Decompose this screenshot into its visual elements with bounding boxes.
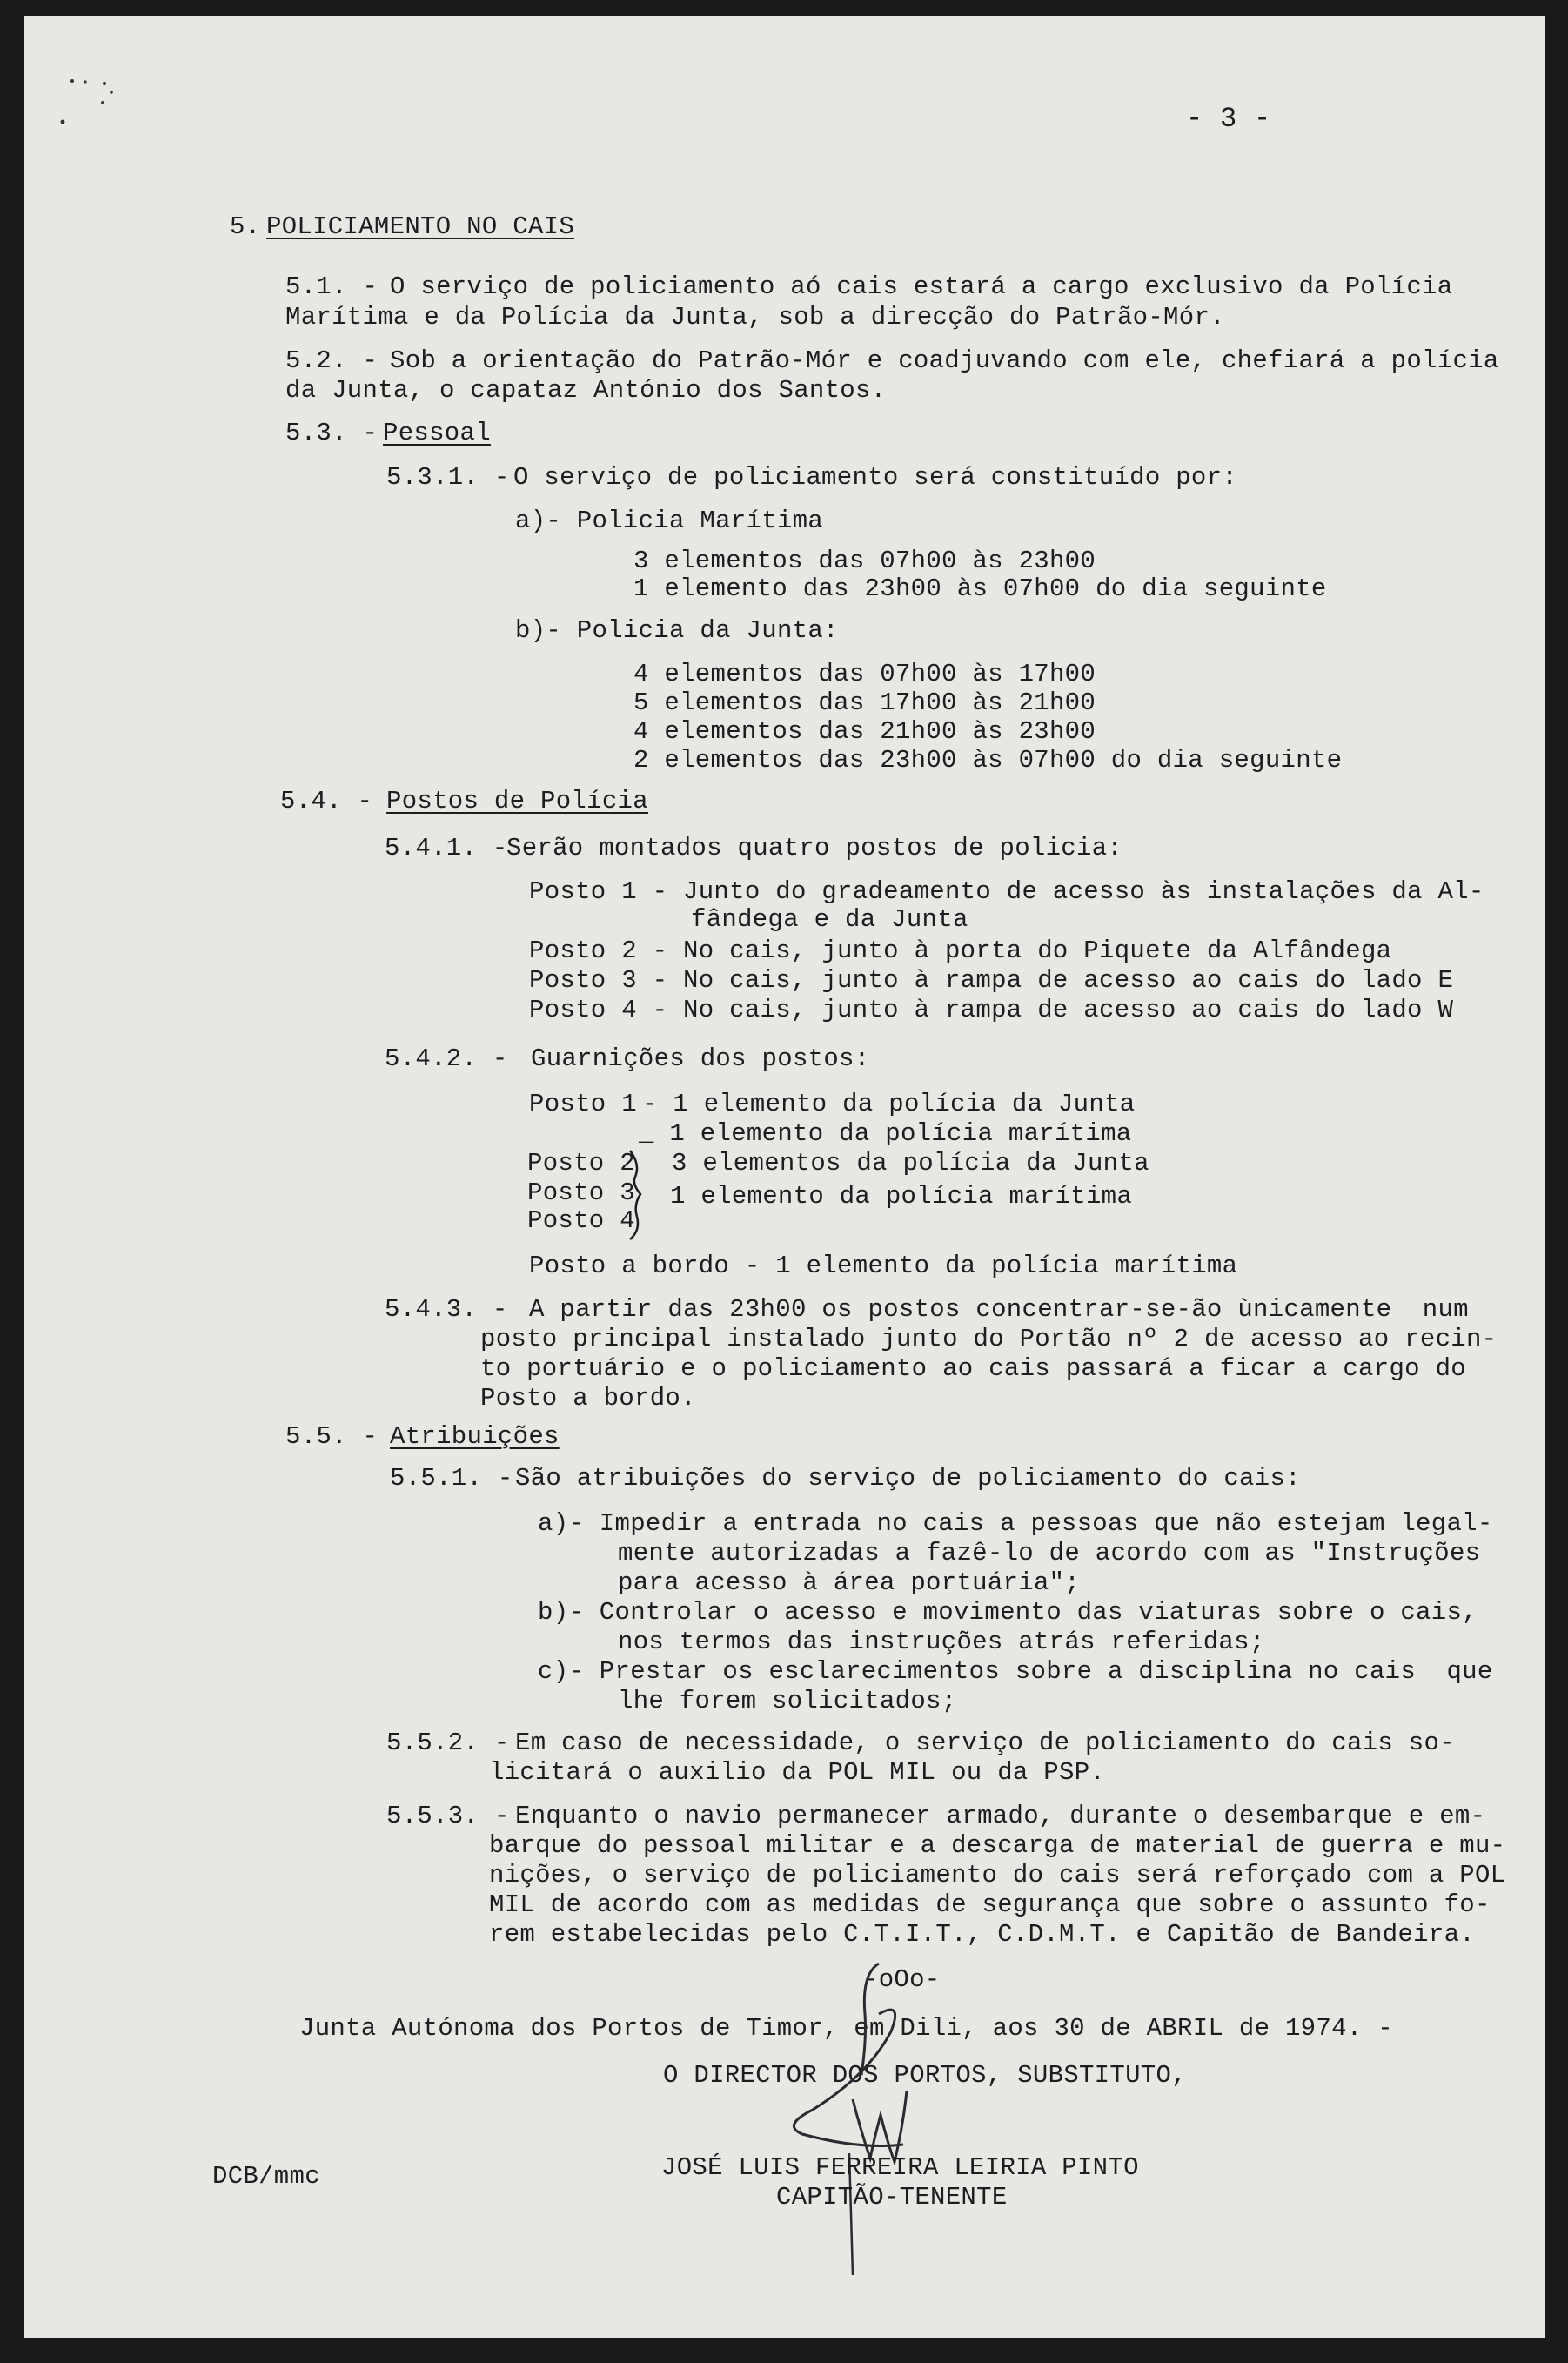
s5-5-1-c-line: lhe forem solicitados; <box>618 1687 957 1715</box>
s5-5-1-a-line: para acesso à área portuária"; <box>618 1568 1081 1597</box>
posto-1-guard-b: _ 1 elemento da polícia marítima <box>639 1119 1132 1148</box>
s5-2-number: 5.2. - <box>285 346 379 375</box>
s5-5-1-b-line: nos termos das instruções atrás referidas; <box>618 1628 1265 1656</box>
s5-5-2-number: 5.5.2. - <box>386 1729 510 1757</box>
s5-5-1-b-line: b)- Controlar o acesso e movimento das viaturas sobre o cais, <box>538 1598 1478 1627</box>
posto-group-guard-b: 1 elemento da polícia marítima <box>670 1182 1133 1211</box>
s5-3-1-b-label: b)- Policia da Junta: <box>515 616 839 645</box>
s5-5-number: 5.5. - <box>285 1422 379 1451</box>
scan-speckle-marks <box>42 50 120 138</box>
s5-4-1-post: Posto 4 - No cais, junto à rampa de acesso ao cais do lado W <box>529 996 1454 1024</box>
section-5-title: POLICIAMENTO NO CAIS <box>266 212 575 241</box>
s5-1-number: 5.1. - <box>285 272 379 301</box>
s5-5-1-c-line: c)- Prestar os esclarecimentos sobre a disciplina no cais que <box>538 1657 1493 1686</box>
s5-3-1-a-label: a)- Policia Marítima <box>515 507 824 535</box>
s5-3-number: 5.3. - <box>285 419 379 447</box>
s5-4-number: 5.4. - <box>280 787 373 816</box>
closing-place-date: Junta Autónoma dos Portos de Timor, em Dili, aos 30 de ABRIL de 1974. - <box>299 2014 1393 2043</box>
s5-5-1-a-line: mente autorizadas a fazê-lo de acordo com as "Instruções <box>618 1539 1481 1568</box>
s5-4-3-number: 5.4.3. - <box>385 1295 508 1324</box>
s5-3-title: Pessoal <box>383 419 491 447</box>
posto-4-label: Posto 4 <box>527 1206 635 1235</box>
s5-5-1-a-line: a)- Impedir a entrada no cais a pessoas que não estejam legal- <box>538 1509 1493 1538</box>
signatory-rank: CAPITÃO-TENENTE <box>776 2183 1008 2212</box>
handwritten-signature <box>764 1944 990 2284</box>
s5-5-3-line: rem estabelecidas pelo C.T.I.T., C.D.M.T. e Capitão de Bandeira. <box>489 1920 1475 1949</box>
s5-5-3-line: Enquanto o navio permanecer armado, durante o desembarque e em- <box>515 1802 1486 1830</box>
s5-4-1-number: 5.4.1. - <box>385 834 508 863</box>
s5-3-1-number: 5.3.1. - <box>386 463 510 492</box>
s5-3-1-b-item: 2 elementos das 23h00 às 07h00 do dia seguinte <box>633 746 1343 775</box>
s5-4-1-text: Serão montados quatro postos de policia: <box>506 834 1123 863</box>
s5-5-3-number: 5.5.3. - <box>386 1802 510 1830</box>
posto-group-guard-a: 3 elementos da polícia da Junta <box>672 1149 1149 1178</box>
posto-1-label: Posto 1 <box>529 1090 637 1118</box>
s5-4-title: Postos de Polícia <box>386 787 648 816</box>
s5-2-line1: Sob a orientação do Patrão-Mór e coadjuvando com ele, chefiará a polícia <box>390 346 1499 375</box>
s5-5-3-line: MIL de acordo com as medidas de segurança que sobre o assunto fo- <box>489 1890 1491 1919</box>
s5-5-3-line: nições, o serviço de policiamento do cais será reforçado com a POL <box>489 1861 1506 1890</box>
section-5-number: 5. <box>230 212 261 241</box>
s5-4-1-post: Posto 1 - Junto do gradeamento de acesso às instalações da Al- <box>529 877 1484 906</box>
s5-3-1-text: O serviço de policiamento será constituído por: <box>513 463 1238 492</box>
document-page <box>24 16 1545 2338</box>
s5-5-1-number: 5.5.1. - <box>390 1464 513 1493</box>
s5-4-1-post-cont: fândega e da Junta <box>691 905 968 934</box>
s5-3-1-b-item: 4 elementos das 21h00 às 23h00 <box>633 717 1096 746</box>
s5-4-2-number: 5.4.2. - <box>385 1044 508 1073</box>
s5-4-2-text: Guarnições dos postos: <box>531 1044 870 1073</box>
s5-4-3-line: posto principal instalado junto do Portão nº 2 de acesso ao recin- <box>480 1325 1498 1353</box>
posto-1-guard-a: - 1 elemento da polícia da Junta <box>642 1090 1136 1118</box>
s5-1-line2: Marítima e da Polícia da Junta, sob a direcção do Patrão-Mór. <box>285 303 1225 332</box>
s5-3-1-b-item: 5 elementos das 17h00 às 21h00 <box>633 688 1096 717</box>
s5-2-line2: da Junta, o capataz António dos Santos. <box>285 376 887 405</box>
s5-3-1-a-item: 1 elemento das 23h00 às 07h00 do dia seguinte <box>633 574 1327 603</box>
closing-role: O DIRECTOR DOS PORTOS, SUBSTITUTO, <box>663 2061 1187 2090</box>
posto-bordo: Posto a bordo - 1 elemento da polícia marítima <box>529 1252 1238 1280</box>
s5-3-1-a-item: 3 elementos das 07h00 às 23h00 <box>633 547 1096 575</box>
posto-3-label: Posto 3 <box>527 1178 635 1207</box>
s5-4-3-line: A partir das 23h00 os postos concentrar-se-ão ùnicamente num <box>529 1295 1469 1324</box>
s5-5-2-line: Em caso de necessidade, o serviço de policiamento do cais so- <box>515 1729 1455 1757</box>
s5-4-3-line: to portuário e o policiamento ao cais passará a ficar a cargo do <box>480 1354 1466 1383</box>
s5-3-1-b-item: 4 elementos das 07h00 às 17h00 <box>633 660 1096 688</box>
posto-2-label: Posto 2 <box>527 1149 635 1178</box>
s5-4-3-line: Posto a bordo. <box>480 1384 696 1413</box>
s5-5-3-line: barque do pessoal militar e a descarga de material de guerra e mu- <box>489 1831 1506 1860</box>
page-number: - 3 - <box>1186 103 1271 135</box>
closing-separator: -oOo- <box>863 1965 941 1994</box>
s5-5-1-text: São atribuições do serviço de policiamento do cais: <box>515 1464 1301 1493</box>
s5-1-line1: O serviço de policiamento aó cais estará a cargo exclusivo da Polícia <box>390 272 1453 301</box>
signatory-name: JOSÉ LUIS FERREIRA LEIRIA PINTO <box>661 2153 1139 2182</box>
s5-5-title: Atribuições <box>390 1422 560 1451</box>
posto-group-bracket <box>627 1147 661 1243</box>
document-reference: DCB/mmc <box>212 2162 320 2191</box>
s5-5-2-line: licitará o auxilio da POL MIL ou da PSP. <box>489 1758 1106 1787</box>
s5-4-1-post: Posto 3 - No cais, junto à rampa de acesso ao cais do lado E <box>529 966 1454 995</box>
s5-4-1-post: Posto 2 - No cais, junto à porta do Piquete da Alfândega <box>529 936 1392 965</box>
